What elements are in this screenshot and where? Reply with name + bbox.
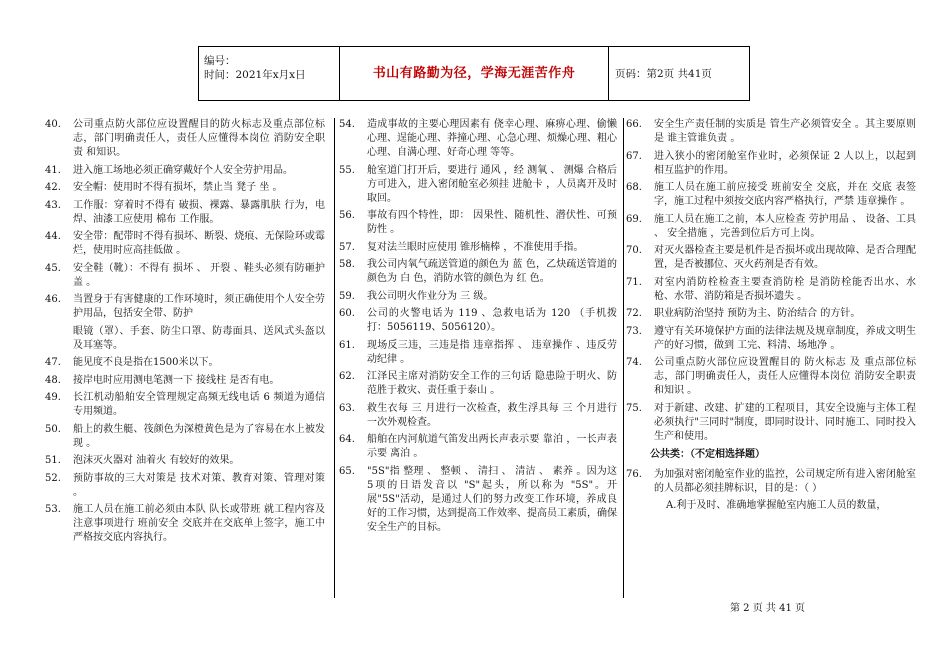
question-item [339, 465, 617, 535]
question-text: 公司重点防火部位应设置醒目的 防火标志 及 重点部位标志，部门明确责任人，责任人应懂得本岗位 消防安全职责和知识 。 [654, 357, 916, 396]
question-item [626, 356, 916, 398]
question-number: 74. [626, 357, 642, 368]
question-item [45, 503, 325, 545]
column-left [45, 118, 325, 598]
question-item [626, 150, 916, 178]
question-number: 46. [45, 294, 61, 305]
question-text: 泡沫灭火器对 油着火 有较好的效果。 [73, 455, 240, 466]
question-text: 船舶在内河航道气笛发出两长声表示要 靠泊 ，一长声表示要 离泊 。 [367, 434, 617, 459]
page-footer: 第 2 页 共 41 页 [730, 603, 805, 614]
question-number: 53. [45, 504, 61, 515]
question-item [626, 307, 916, 321]
question-number [45, 325, 73, 353]
question-number: 50. [45, 423, 61, 435]
question-number: 68. [626, 182, 642, 193]
question-text: "5S"指 整理 、 整顿 、 清扫 、 清洁 、 素养 。因为这5项的日语发音以 "S"起头，所以称为 "5S"。开展"5S"活动，是通过人们的努力改变工作环境，养成良好的工作习惯，达到提高工作效率、提高员工素质，确保安全生产的目标。 [367, 465, 617, 533]
question-text: 事故有四个特性，即： 因果性、随机性、潜伏性、可预防性 。 [367, 210, 617, 235]
question-number: 70. [626, 245, 642, 256]
question-item [339, 258, 617, 286]
column-middle [334, 118, 624, 598]
question-number: 45. [45, 262, 61, 274]
question-item [45, 230, 325, 258]
section-label: 公共类：（不定相选择题） [650, 448, 765, 460]
question-item [339, 290, 617, 304]
question-number: 57. [339, 241, 355, 253]
question-item [45, 262, 325, 290]
question-text: 眼镜（罩）、手套、防尘口罩、防毒面具、送风式头盔以及耳塞等。 [73, 325, 325, 351]
question-text: 能见度不良是指在1500米以下。 [73, 357, 219, 368]
question-text: 对室内消防栓检查主要查消防栓 是消防栓能否出水、水枪、水带、消防箱是否损坏遗失 。 [654, 276, 916, 302]
question-item [339, 339, 617, 367]
header-motto: 书山有路勤为径，学海无涯苦作舟 [340, 47, 609, 100]
question-text: 我公司明火作业分为 三 级。 [367, 290, 494, 302]
question-text: 对灭火器检查主要是机件是否损坏或出现故障、是否合理配置，是否被挪位、灭火药剂是否有效。 [654, 245, 916, 270]
question-number: 43. [45, 199, 61, 211]
question-number: 65. [339, 465, 355, 477]
question-text: 当置身于有害健康的工作环境时，须正确使用个人安全劳护用品，包括安全带、防护 [73, 294, 325, 319]
question-number: 51. [45, 455, 61, 466]
question-text: 对于新建、改建、扩建的工程项目，其安全设施与主体工程必须执行"三同时"制度，即同时设计、同时施工、同时投入生产和使用。 [654, 402, 916, 442]
question-number: 66. [626, 119, 642, 130]
question-item [626, 325, 916, 353]
question-text: 救生衣每 三 月进行一次检查，救生浮具每 三 个月进行一次外观检查。 [367, 402, 617, 428]
question-item [45, 199, 325, 227]
question-number: 48. [45, 374, 61, 386]
question-item [626, 276, 916, 304]
question-number: 59. [339, 290, 355, 302]
question-number: 44. [45, 231, 61, 242]
question-item [339, 307, 617, 335]
question-text: 现场反三违，三违是指 违章指挥 、 违章操作 、违反劳动纪律 。 [367, 339, 617, 365]
question-text: 为加强对密闭舱室作业的监控，公司规定所有进入密闭舱室的人员都必须挂牌标识，目的是：（ ） [654, 468, 916, 494]
question-item [45, 181, 325, 195]
question-item [339, 241, 617, 255]
question-number: 56. [339, 210, 355, 221]
question-text: 安全帽：使用时不得有损坏，禁止当 凳子 坐 。 [73, 182, 283, 193]
question-text: 接岸电时应用测电笔测一下 接线柱 是否有电。 [73, 374, 280, 386]
question-number: 76. [626, 468, 642, 480]
question-item [45, 374, 325, 388]
question-item [45, 423, 325, 451]
question-item [339, 402, 617, 430]
page-header [198, 46, 750, 101]
question-number: 75. [626, 402, 642, 414]
question-item [45, 118, 325, 160]
question-text: 职业病防治坚持 预防为主、防治结合 的方针。 [654, 308, 861, 319]
header-time-label: 时间：2021年x月x日 [204, 69, 306, 81]
question-text: 造成事故的主要心理因素有 侥幸心理、麻痹心理、偷懒心理、逞能心理、莽撞心理、心急心理、烦燥心理、粗心心理、自满心理、好奇心理 等等。 [367, 119, 617, 158]
question-text: 施工人员在施工之前，本人应检查 劳护用品 、 设备、工具 、 安全措施 ，完善到位后方可上岗。 [654, 213, 916, 239]
question-number: 69. [626, 213, 642, 225]
question-item [45, 293, 325, 321]
question-item [45, 164, 325, 178]
question-item [339, 118, 617, 160]
column-right-items [626, 118, 916, 444]
question-item [45, 325, 325, 353]
question-text: 船上的救生艇、筏颜色为深橙黄色是为了容易在水上被发现 。 [73, 423, 325, 449]
question-number: 73. [626, 325, 642, 337]
question-number: 41. [45, 164, 61, 176]
question-number: 71. [626, 276, 642, 288]
question-text: 施工人员在施工前应接受 班前安全 交底，并在 交底 表签字，施工过程中须按交底内容严格执行，严禁 违章操作 。 [654, 182, 916, 207]
header-page-label: 页码：第2页 共41页 [615, 67, 712, 80]
question-item [339, 164, 617, 206]
question-text: 安全生产责任制的实质是 管生产必须管安全 。其主要原则是 谁主管谁负责 。 [654, 119, 916, 144]
question-number: 63. [339, 402, 355, 414]
question-number: 54. [339, 119, 355, 130]
question-item [626, 402, 916, 444]
question-text: 长江机动船舶安全管理规定高频无线电话 6 频道为通信专用频道。 [73, 392, 325, 417]
question-number: 61. [339, 339, 355, 351]
question-item [626, 118, 916, 146]
question-text: 舱室道门打开后，要进行 通风 ，经 测氧 、 测爆 合格后方可进入，进入密闭舱室必须挂 进舱卡 ，人员离开及时取回。 [367, 164, 617, 204]
question-text: 预防事故的三大对策是 技术对策、教育对策、管理对策 。 [73, 472, 325, 498]
question-text: 复对法兰眼时应使用 锥形楠棒 ，不准使用手指。 [367, 241, 584, 253]
question-item [626, 244, 916, 272]
question-text: 安全带：配带时不得有损坏、断裂、烧痕、无保险环或霉烂，使用时应高挂低做 。 [73, 231, 325, 256]
question-text: 公司的火警电话为 119 、急救电话为 120 （手机拨打：5056119、5056120）。 [367, 308, 617, 333]
header-number-label: 编号： [204, 55, 236, 67]
question-number: 58. [339, 259, 355, 270]
question-number: 47. [45, 357, 61, 368]
question-text: 进入施工场地必须正确穿戴好个人安全劳护用品。 [73, 164, 293, 176]
question-number: 72. [626, 308, 642, 319]
question-item [339, 370, 617, 398]
question-number: 60. [339, 308, 355, 319]
question-76 [626, 468, 916, 496]
question-item [45, 472, 325, 500]
question-number: 67. [626, 150, 642, 162]
question-item [45, 454, 325, 468]
question-item [339, 433, 617, 461]
header-meta [199, 47, 340, 100]
question-item [339, 209, 617, 237]
question-text: 遵守有关环境保护方面的法律法规及规章制度，养成文明生产的好习惯，做到 工完、料清、场地净 。 [654, 325, 916, 351]
question-item [45, 391, 325, 419]
column-right [626, 118, 916, 598]
question-number: 62. [339, 371, 355, 382]
question-number: 52. [45, 472, 61, 484]
question-number: 64. [339, 434, 355, 445]
question-item [626, 213, 916, 241]
question-text: 施工人员在施工前必须由本队 队长或带班 就工程内容及注意事项进行 班前安全 交底并在交底单上签字，施工中严格按交底内容执行。 [73, 504, 325, 543]
question-text: 江泽民主席对消防安全工作的三句话 隐患险于明火、防范胜于救灾、责任重于泰山 。 [367, 371, 617, 396]
question-text: 我公司内氧气疏送管道的颜色为 蓝 色，乙炔疏送管道的颜色为 白 色，消防水管的颜色为 红 色。 [367, 259, 617, 284]
question-text: 安全鞋（靴）：不得有 损坏 、 开裂 、鞋头必须有防砸护盖 。 [73, 262, 325, 288]
question-number: 49. [45, 392, 61, 403]
question-number: 40. [45, 119, 61, 130]
question-text: 工作服：穿着时不得有 破损、裸露、暴露肌肤 行为，电焊、油漆工应使用 棉布 工作服。 [73, 199, 325, 225]
question-76-option-a: A.利于及时、准确地掌握舱室内施工人员的数量， [666, 500, 887, 511]
question-number: 42. [45, 182, 61, 193]
question-number: 55. [339, 164, 355, 176]
question-item [626, 181, 916, 209]
question-item [45, 356, 325, 370]
question-text: 进入狭小的密闭舱室作业时，必须保证 2 人以上，以起到相互监护的作用。 [654, 150, 916, 176]
question-text: 公司重点防火部位应设置醒目的防火标志及重点部位标志，部门明确责任人，责任人应懂得本岗位 消防安全职责 和知识。 [73, 119, 325, 158]
